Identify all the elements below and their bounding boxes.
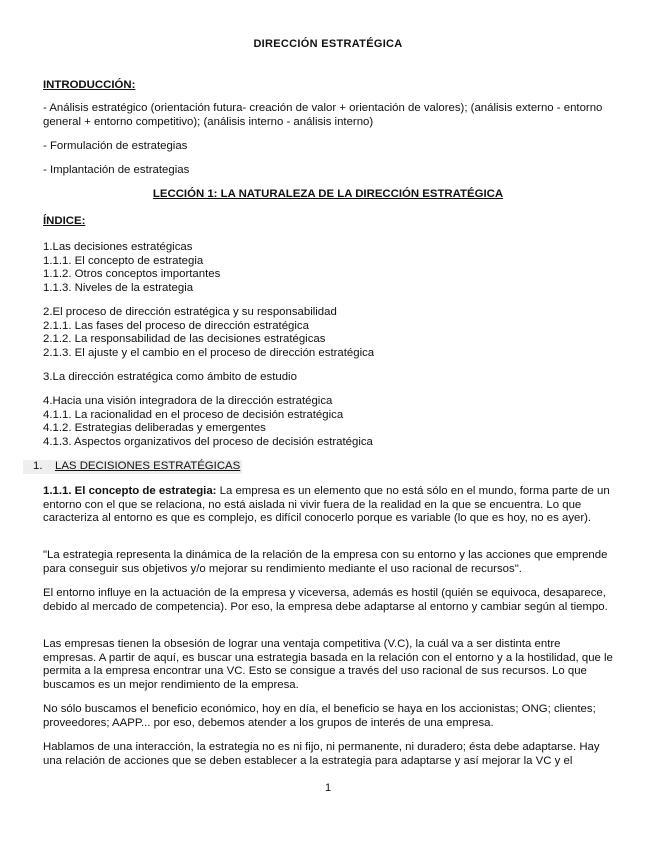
index-entry: 3.La dirección estratégica como ámbito de estudio <box>43 371 297 383</box>
index-group-4 <box>43 395 613 449</box>
index-entry: 2.1.3. El ajuste y el cambio en el proceso de dirección estratégica <box>43 346 375 359</box>
document-title: DIRECCIÓN ESTRATÉGICA <box>253 38 403 50</box>
index-entry: 1.1.3. Niveles de la estrategia <box>43 281 194 294</box>
intro-item-3: - Implantación de estrategias <box>43 164 190 176</box>
index-entry: 1.1.2. Otros conceptos importantes <box>43 268 221 281</box>
index-entry: 1.Las decisiones estratégicas <box>43 241 193 253</box>
index-heading: ÍNDICE: <box>43 215 86 227</box>
section-1-title: LAS DECISIONES ESTRATÉGICAS <box>55 460 241 472</box>
lesson-title: LECCIÓN 1: LA NATURALEZA DE LA DIRECCIÓN ESTRATÉGICA <box>152 188 504 200</box>
paragraph-2: "La estrategia representa la dinámica de la relación de la empresa con su entorno y las acciones que emprende para conseguir sus objetivos y/o mejorar su rendimiento mediante el uso racional de recursos". <box>43 549 608 575</box>
index-group-2 <box>43 306 613 360</box>
index-entry: 2.1.2. La responsabilidad de las decisiones estratégicas <box>43 333 326 346</box>
paragraph-1-text: La empresa es un elemento que no está sólo en el mundo, forma parte de un entorno con el que se relaciona, no está aislada ni vivir fuera de la realidad en la que se encuentra. Lo que caracteriza al entorno es que es complejo, es difícil conocerlo porque es variable (lo que es hoy, no es ayer). <box>43 485 610 525</box>
subsection-heading: 1.1.1. El concepto de estrategia: <box>43 485 217 497</box>
paragraph-3: El entorno influye en la actuación de la empresa y viceversa, además es hostil (quién se equivoca, desaparece, debido al mercado de competencia). Por eso, la empresa debe adaptarse al entorno y cambiar según al tiempo. <box>43 587 608 613</box>
page-number: 1 <box>324 782 332 794</box>
index-group-1 <box>43 241 613 295</box>
intro-item-2: - Formulación de estrategias <box>43 140 188 152</box>
paragraph-1 <box>43 485 613 526</box>
index-group-3 <box>43 371 613 385</box>
paragraph-6: Hablamos de una interacción, la estrategia no es ni fijo, ni permanente, ni duradero; ésta debe adaptarse. Hay una relación de acciones que se deben establecer a la estrategia para adaptarse y así mejorar la VC y el <box>43 741 600 767</box>
index-entry: 4.Hacia una visión integradora de la dirección estratégica <box>43 395 333 407</box>
index-entry: 4.1.3. Aspectos organizativos del proceso de decisión estratégica <box>43 435 373 448</box>
intro-item-1: - Análisis estratégico (orientación futura- creación de valor + orientación de valores); (análisis externo - entorno general + entorno competitivo); (análisis interno - análisis interno) <box>43 102 603 128</box>
section-1-number: 1. <box>33 460 43 472</box>
paragraph-5: No sólo buscamos el beneficio económico, hoy en día, el beneficio se haya en los accionistas; ONG; clientes; proveedores; AAPP... por eso, debemos atender a los grupos de interés de una empresa. <box>43 703 596 729</box>
intro-heading: INTRODUCCIÓN: <box>43 79 136 91</box>
paragraph-4: Las empresas tienen la obsesión de lograr una ventaja competitiva (V.C), la cuál va a ser distinta entre empresas. A partir de aquí, es buscar una estrategia basada en la relación con el entorno y a la hostilidad, que le permita a la empresa encontrar una VC. Esto se consigue a través del uso racional de sus recursos. Lo que buscamos es un mejor rendimiento de la empresa. <box>43 638 613 691</box>
index-entry: 2.El proceso de dirección estratégica y su responsabilidad <box>43 306 337 318</box>
index-entry: 4.1.1. La racionalidad en el proceso de decisión estratégica <box>43 408 344 421</box>
section-1-heading <box>33 460 603 474</box>
index-entry: 1.1.1. El concepto de estrategia <box>43 254 204 267</box>
index-entry: 4.1.2. Estrategias deliberadas y emergentes <box>43 422 266 435</box>
index-entry: 2.1.1. Las fases del proceso de dirección estratégica <box>43 319 309 332</box>
